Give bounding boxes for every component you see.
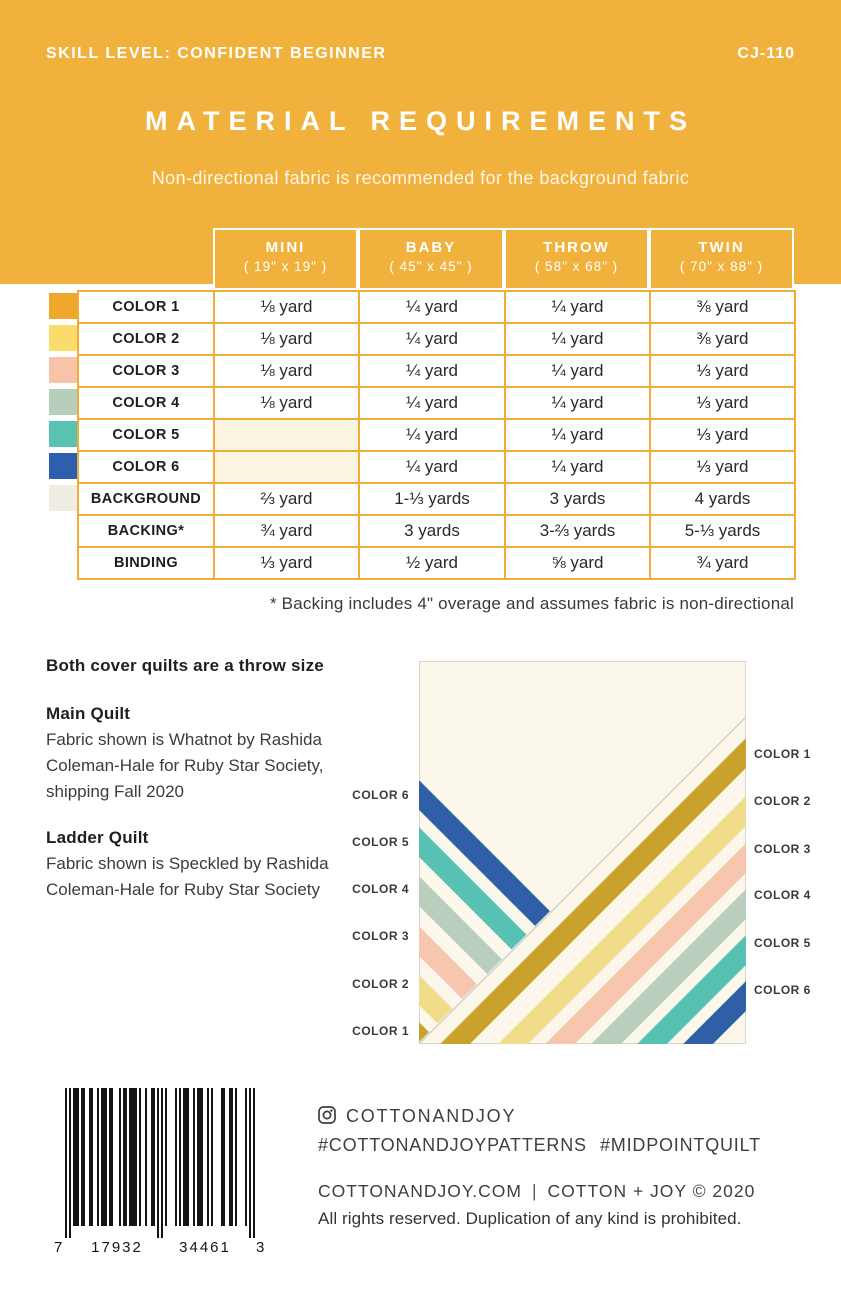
diagram-label-right: COLOR 3 [754, 842, 811, 856]
diagram-label-left: COLOR 4 [352, 882, 409, 896]
row-label: COLOR 5 [78, 419, 214, 451]
yardage-cell: ¼ yard [505, 451, 650, 483]
diagram-label-left: COLOR 3 [352, 929, 409, 943]
yardage-cell: 3-⅔ yards [505, 515, 650, 547]
yardage-cell: ⅓ yard [214, 547, 359, 579]
yardage-cell: ¼ yard [505, 355, 650, 387]
copyright: COTTON + JOY © 2020 [547, 1181, 756, 1201]
yardage-cell: ¼ yard [505, 323, 650, 355]
column-header-mini [213, 228, 358, 290]
diagram-label-right: COLOR 1 [754, 747, 811, 761]
material-requirements-table [77, 290, 796, 580]
ladder-quilt-line: Fabric shown is Speckled by Rashida [46, 854, 329, 873]
main-quilt-line: Coleman-Hale for Ruby Star Society, [46, 756, 324, 775]
ladder-quilt-line: Coleman-Hale for Ruby Star Society [46, 880, 321, 899]
page-title: MATERIAL REQUIREMENTS [144, 106, 696, 136]
yardage-cell: ¼ yard [359, 451, 505, 483]
row-label: COLOR 6 [78, 451, 214, 483]
yardage-cell: 1-⅓ yards [359, 483, 505, 515]
diagram-label-right: COLOR 4 [754, 888, 811, 902]
main-quilt-line: Fabric shown is Whatnot by Rashida [46, 730, 322, 749]
color-swatch [49, 293, 77, 319]
table-row [78, 451, 795, 483]
color-swatch [49, 325, 77, 351]
barcode-digit-left: 7 [54, 1239, 63, 1256]
pattern-number: CJ-110 [737, 45, 795, 62]
table-row [78, 483, 795, 515]
color-swatch [49, 453, 77, 479]
column-size: ( 70" x 88" ) [679, 259, 764, 274]
yardage-cell: ⅛ yard [214, 355, 359, 387]
diagram-label-left: COLOR 1 [352, 1024, 409, 1038]
website-copyright-line [318, 1181, 755, 1202]
yardage-cell: ⅝ yard [505, 547, 650, 579]
yardage-cell: ⅛ yard [214, 387, 359, 419]
yardage-cell: ⅜ yard [650, 291, 795, 323]
row-label: BACKGROUND [78, 483, 214, 515]
ladder-quilt-heading: Ladder Quilt [46, 828, 149, 847]
barcode-digit-group1: 17932 [91, 1239, 143, 1256]
yardage-cell: ¾ yard [214, 515, 359, 547]
skill-level-label: SKILL LEVEL: CONFIDENT BEGINNER [46, 45, 387, 62]
yardage-cell: ½ yard [359, 547, 505, 579]
table-row [78, 419, 795, 451]
table-row [78, 323, 795, 355]
row-label: COLOR 4 [78, 387, 214, 419]
yardage-cell: ¼ yard [359, 323, 505, 355]
yardage-cell [214, 419, 359, 451]
table-row [78, 291, 795, 323]
color-swatch [49, 421, 77, 447]
yardage-cell: ⅓ yard [650, 387, 795, 419]
row-label: COLOR 2 [78, 323, 214, 355]
barcode-bars [65, 1088, 255, 1238]
diagram-label-right: COLOR 2 [754, 794, 811, 808]
hashtag-midpointquilt: #MIDPOINTQUILT [600, 1135, 761, 1155]
quilt-diagram [419, 661, 746, 1044]
diagram-label-left: COLOR 2 [352, 977, 409, 991]
yardage-cell: 3 yards [505, 483, 650, 515]
column-name: BABY [405, 239, 457, 256]
color-swatch [49, 389, 77, 415]
notes-intro: Both cover quilts are a throw size [46, 656, 324, 675]
color-swatch [49, 485, 77, 511]
yardage-cell: 4 yards [650, 483, 795, 515]
backing-footnote: * Backing includes 4" overage and assumes fabric is non-directional [269, 594, 794, 613]
row-label: COLOR 3 [78, 355, 214, 387]
yardage-cell: ⅛ yard [214, 291, 359, 323]
diagram-label-left: COLOR 5 [352, 835, 409, 849]
yardage-cell: ¼ yard [359, 419, 505, 451]
yardage-cell: 5-⅓ yards [650, 515, 795, 547]
row-label: COLOR 1 [78, 291, 214, 323]
diagram-label-right: COLOR 6 [754, 983, 811, 997]
main-quilt-heading: Main Quilt [46, 704, 131, 723]
yardage-cell: ⅓ yard [650, 451, 795, 483]
hashtag-patterns: #COTTONANDJOYPATTERNS [318, 1135, 587, 1155]
yardage-cell: ¼ yard [505, 419, 650, 451]
color-swatch [49, 357, 77, 383]
yardage-cell: ¼ yard [359, 387, 505, 419]
page-subtitle: Non-directional fabric is recommended for the background fabric [151, 168, 690, 188]
column-header-twin [649, 228, 794, 290]
table-row [78, 355, 795, 387]
rights-statement: All rights reserved. Duplication of any kind is prohibited. [318, 1209, 742, 1228]
separator: | [531, 1181, 538, 1201]
table-row [78, 515, 795, 547]
yardage-cell: ⅜ yard [650, 323, 795, 355]
yardage-cell: ¾ yard [650, 547, 795, 579]
barcode-digit-right: 3 [256, 1239, 265, 1256]
row-label: BACKING* [78, 515, 214, 547]
main-quilt-line: shipping Fall 2020 [46, 782, 184, 801]
yardage-cell: ⅔ yard [214, 483, 359, 515]
yardage-cell: ¼ yard [359, 355, 505, 387]
table-row [78, 387, 795, 419]
instagram-handle: COTTONANDJOY [346, 1106, 517, 1126]
column-header-throw [504, 228, 649, 290]
yardage-cell: ¼ yard [505, 291, 650, 323]
yardage-cell: ⅓ yard [650, 355, 795, 387]
column-size: ( 19" x 19" ) [243, 259, 328, 274]
column-size: ( 45" x 45" ) [389, 259, 473, 274]
table-row [78, 547, 795, 579]
yardage-cell: ⅛ yard [214, 323, 359, 355]
barcode-digit-group2: 34461 [179, 1239, 231, 1256]
yardage-cell: ¼ yard [505, 387, 650, 419]
instagram-icon [318, 1106, 336, 1124]
yardage-cell: ⅓ yard [650, 419, 795, 451]
upc-barcode [53, 1088, 265, 1258]
row-label: BINDING [78, 547, 214, 579]
diagram-label-right: COLOR 5 [754, 936, 811, 950]
column-size: ( 58" x 68" ) [534, 259, 619, 274]
diagram-label-left: COLOR 6 [352, 788, 409, 802]
column-name: TWIN [698, 239, 745, 256]
website-url: COTTONANDJOY.COM [318, 1181, 522, 1201]
column-name: MINI [265, 239, 306, 256]
yardage-cell [214, 451, 359, 483]
yardage-cell: ¼ yard [359, 291, 505, 323]
column-header-baby [358, 228, 504, 290]
yardage-cell: 3 yards [359, 515, 505, 547]
column-name: THROW [543, 239, 610, 256]
